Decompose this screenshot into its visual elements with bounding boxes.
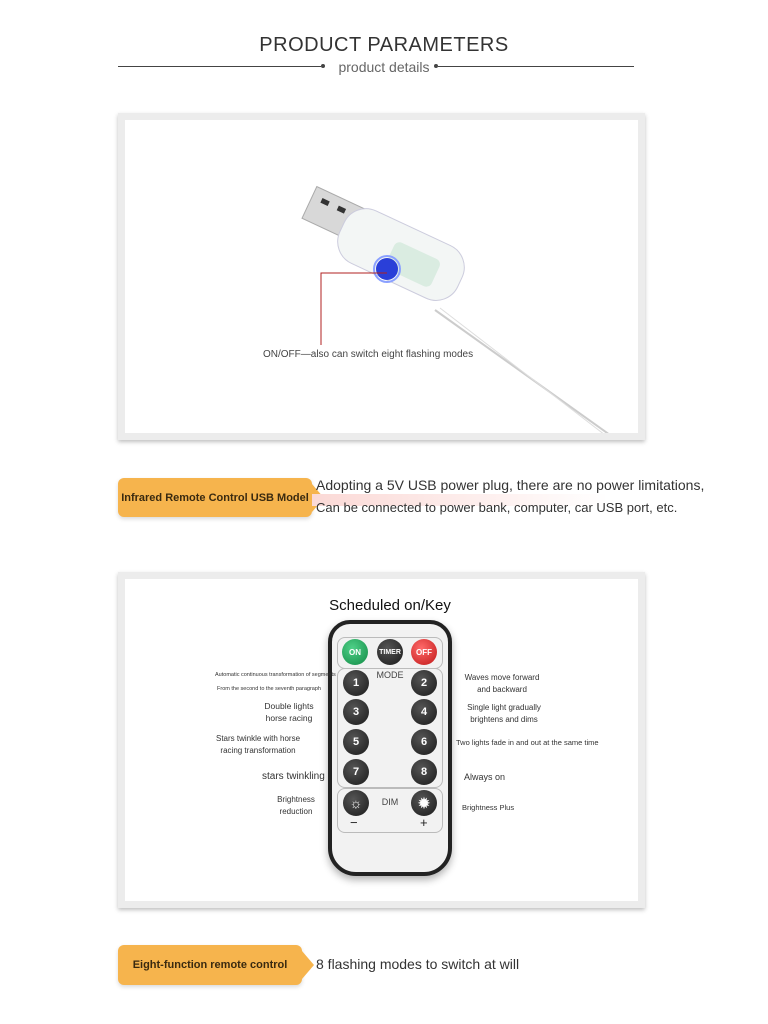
remote-heading: Scheduled on/Key <box>329 597 451 614</box>
feature-line-1: Adopting a 5V USB power plug, there are no power limitations, <box>316 477 705 493</box>
sun-icon: ✹ <box>418 794 430 811</box>
feature-line-2: Can be connected to power bank, computer, car USB port, etc. <box>316 500 678 515</box>
page-subtitle: product details <box>338 59 430 75</box>
mode-1-label: Automatic continuous transformation of segments <box>215 672 336 678</box>
usb-product-image <box>118 113 645 440</box>
mode-button-7[interactable]: 7 <box>343 759 369 785</box>
off-button[interactable]: OFF <box>411 639 437 665</box>
usb-plug-illustration <box>125 120 638 433</box>
mode-button-5[interactable]: 5 <box>343 729 369 755</box>
mode-button-8[interactable]: 8 <box>411 759 437 785</box>
minus-label: − <box>350 815 358 830</box>
feature-tag-usb-model <box>118 478 312 517</box>
timer-button[interactable]: TIMER <box>377 639 403 665</box>
dim-down-label: Brightness reduction <box>277 795 315 816</box>
mode-button-6[interactable]: 6 <box>411 729 437 755</box>
feature-tag-label: Infrared Remote Control USB Model <box>121 491 309 504</box>
mode-2-label: Waves move forward and backward <box>464 673 540 694</box>
dim-up-button[interactable] <box>411 790 437 816</box>
mode-3-label: Double lights horse racing <box>264 701 314 723</box>
on-button[interactable]: ON <box>342 639 368 665</box>
dim-down-button[interactable] <box>343 790 369 816</box>
mode-5-label: Stars twinkle with horse racing transformation <box>215 734 301 755</box>
page-title: PRODUCT PARAMETERS <box>259 34 509 56</box>
feature-line: 8 flashing modes to switch at will <box>316 956 520 972</box>
mode-button-4[interactable]: 4 <box>411 699 437 725</box>
on-off-callout: ON/OFF—also can switch eight flashing modes <box>263 349 474 360</box>
plus-label: + <box>420 815 428 830</box>
mode-button-3[interactable]: 3 <box>343 699 369 725</box>
mode-7-label: stars twinkling <box>262 771 325 782</box>
feature-tag-label: Eight-function remote control <box>132 959 288 971</box>
feature-tag-remote <box>118 945 302 985</box>
mode-button-2[interactable]: 2 <box>411 670 437 696</box>
mode-6-label: Two lights fade in and out at the same time <box>456 738 599 747</box>
mode-label: MODE <box>376 670 404 680</box>
mode-1-sublabel: From the second to the seventh paragraph <box>217 686 321 692</box>
mode-button-1[interactable]: 1 <box>343 670 369 696</box>
mode-4-label: Single light gradually brightens and dims <box>467 703 541 724</box>
mode-8-label: Always on <box>464 772 506 782</box>
sun-icon: ☼ <box>349 795 363 811</box>
dim-up-label: Brightness Plus <box>462 803 515 812</box>
dim-label: DIM <box>381 797 399 807</box>
divider-right <box>438 66 634 67</box>
